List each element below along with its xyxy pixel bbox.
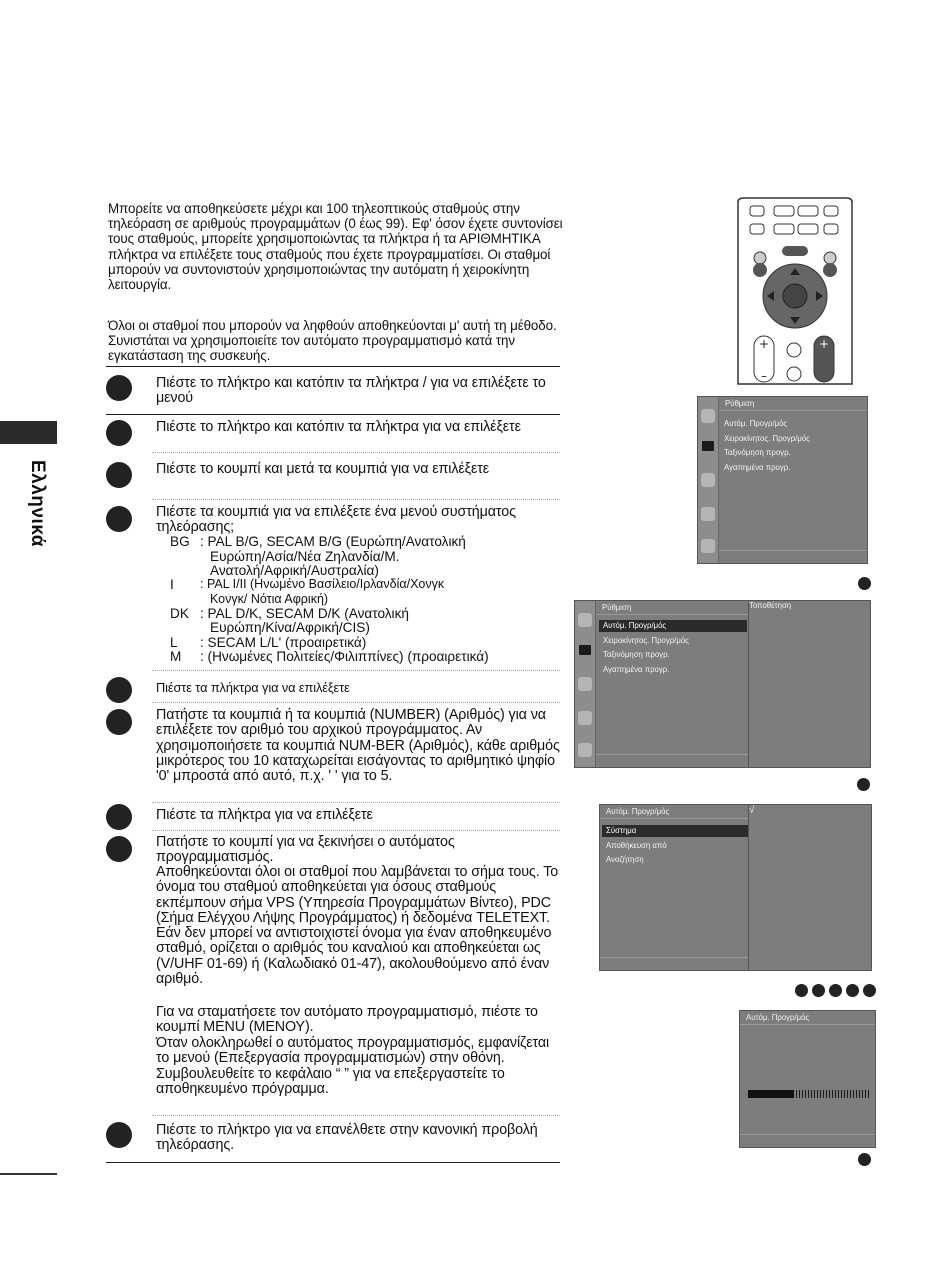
menu-item-auto-selected[interactable]: Αυτόμ. Προγρ/μός [599,620,747,632]
intro-paragraph-2: Όλοι οι σταθμοί που μπορούν να ληφθούν αποθηκεύονται μ' αυτή τη μέθοδο. Συνιστάται να χρησιμοποιείτε τον αυτόματο προγραμματισμό κατά την εγκατάσταση της συσκευής. [108,318,557,364]
auto-program-screen [599,804,749,971]
section-rule [106,1162,560,1163]
step-dot [812,984,825,997]
step-separator [152,1115,560,1116]
setup-menu-screen-1 [697,396,868,564]
language-side-label: Ελληνικά [27,460,48,547]
intro-paragraph-1: Μπορείτε να αποθηκεύσετε μέχρι και 100 τηλεοπτικούς σταθμούς στην τηλεόραση σε αριθμούς προγραμμάτων (0 έως 99). Εφ' όσον έχετε συντονίσει τους σταθμούς, μπορείτε χρησιμοποιώντας τα πλήκτρα ή τα ΑΡΙΘΜΗΤΙΚΑ πλήκτρα να επιλέξετε τους σταθμούς που έχετε προγραμματίσει. Οι σταθμοί μπορούν να συντονιστούν χρησιμοποιώντας την αυτόματη ή χειροκίνητη λειτουργία. [108,201,563,293]
system-desc: : PAL I/II (Ηνωμένο Βασίλειο/Ιρλανδία/Χονγκ [200,577,445,591]
system-code: L [170,635,178,650]
menu-item-manual[interactable]: Χειροκίνητος. Προγρ/μός [603,636,689,645]
menu-item-favourite[interactable]: Αγαπημένα προγρ. [603,665,670,674]
system-desc: : PAL B/G, SECAM B/G (Ευρώπη/Ανατολική [200,534,466,549]
step-5-badge [106,677,132,703]
svg-text:+: + [818,337,830,351]
submenu-panel [748,600,871,768]
progress-fill [748,1090,794,1098]
step-dot [829,984,842,997]
step-3-text: Πιέστε το κουμπί και μετά τα κουμπιά για να επιλέξετε [156,461,490,477]
menu-title: Αυτόμ. Προγρ/μός [600,805,748,819]
step-dot [857,778,870,791]
system-desc: : SECAM L/L' (προαιρετικά) [200,635,367,650]
menu-title: Ρύθμιση [596,601,749,615]
step-dot [858,1153,871,1166]
step-5-text: Πιέστε τα πλήκτρα για να επιλέξετε [156,680,350,695]
system-desc: Κονγκ/ Νότια Αφρική) [210,592,329,606]
system-desc: Ευρώπη/Ασία/Νέα Ζηλανδία/Μ. [210,549,400,564]
step-8-complete-note: Όταν ολοκληρωθεί ο αυτόματος προγραμματισμός, εμφανίζεται το μενού (Επεξεργασία προγραμματισμών) στην οθόνη. Συμβουλευθείτε το κεφάλαιο “ ” για να επεξεργαστείτε το αποθηκευμένο πρόγραμμα. [156,1035,550,1097]
menu-title: Αυτόμ. Προγρ/μός [740,1011,875,1025]
menu-footer [719,550,867,563]
svg-text:–: – [761,369,767,383]
menu-item-manual[interactable]: Χειροκίνητος. Προγρ/μός [724,434,810,443]
menu-icon-column [575,601,596,767]
option-icon [701,539,715,553]
system-desc: Ανατολή/Αφρική/Αυστραλία) [210,563,379,578]
step-2-text: Πιέστε το πλήκτρο και κατόπιν τα πλήκτρα για να επιλέξετε [156,419,521,435]
sound-icon [578,677,592,691]
step-9-text: Πιέστε το πλήκτρο για να επανέλθετε στην κανονική προβολή τηλεόρασης. [156,1122,538,1154]
step-6-text: Πατήστε τα κουμπιά ή τα κουμπιά (NUMBER) (Αριθμός) για να επιλέξετε τον αριθμό του αρχικού προγράμματος. Αν χρησιμοποιήσετε τα κουμπιά NUM-BER (Αριθμός), κάθε αριθμός μικρότερος του 10 καταχωρείται εισάγοντας το αριθμητικό ψηφίο '0' μπροστά από αυτό, π.χ. ' ' για το 5. [156,707,560,785]
step-separator [152,702,560,703]
step-8-stop-note: Για να σταματήσετε τον αυτόματο προγραμματισμό, πιέστε το κουμπί MENU (ΜΕΝΟΥ). [156,1004,538,1036]
step-1-badge [106,375,132,401]
submenu-item-install[interactable]: Τοποθέτηση [749,601,792,610]
time-icon [701,507,715,521]
step-dot [795,984,808,997]
menu-icon-column [698,397,719,563]
section-rule [106,366,560,367]
step-dot [846,984,859,997]
menu-item-sort[interactable]: Ταξινόμηση προγρ. [603,650,670,659]
auto-program-values-panel [748,804,872,971]
menu-footer [596,754,749,767]
antenna-icon [578,613,592,627]
option-icon [578,743,592,757]
step-dot [858,577,871,590]
step-9-badge [106,1122,132,1148]
step-8-badge [106,836,132,862]
time-icon [578,711,592,725]
menu-item-system-selected[interactable]: Σύστημα [602,825,748,837]
step-rule [106,414,560,415]
menu-item-sort[interactable]: Ταξινόμηση προγρ. [724,448,791,457]
step-4-text: Πιέστε τα κουμπιά για να επιλέξετε ένα μενού συστήματος τηλεόρασης; [156,504,516,536]
menu-item-search[interactable]: Αναζήτηση [606,855,644,864]
footer-rule [0,1173,57,1175]
auto-program-progress-screen [739,1010,876,1148]
step-separator [152,499,560,500]
system-desc: : PAL D/K, SECAM D/K (Ανατολική [200,606,409,621]
step-8-text: Πατήστε το κουμπί για να ξεκινήσει ο αυτόματος προγραμματισμός. [156,834,455,866]
picture-icon [579,645,591,655]
checkmark-icon: √ [749,805,755,816]
step-3-badge [106,462,132,488]
system-desc: Ευρώπη/Κίνα/Αφρική/CIS) [210,620,370,635]
sound-icon [701,473,715,487]
setup-menu-screen-2 [574,600,750,768]
menu-footer [600,957,748,970]
side-tab-marker [0,421,57,444]
step-6-badge [106,709,132,735]
system-code: M [170,649,182,664]
step-separator [152,452,560,453]
step-2-badge [106,420,132,446]
system-desc: : (Ηνωμένες Πολιτείες/Φιλιππίνες) (προαιρετικά) [200,649,489,664]
menu-footer [740,1134,875,1147]
svg-text:+: + [758,337,770,351]
step-4-badge [106,506,132,532]
menu-item-auto[interactable]: Αυτόμ. Προγρ/μός [724,419,788,428]
picture-icon [702,441,714,451]
step-dot [863,984,876,997]
menu-title: Ρύθμιση [719,397,867,411]
step-8-detail: Αποθηκεύονται όλοι οι σταθμοί που λαμβάνεται το σήμα τους. Το όνομα του σταθμού αποθηκεύεται για όσους σταθμούς εκπέμπουν σήμα VPS (Υπηρεσία Προγραμμάτων Βίντεο), PDC (Σήμα Ελέγχου Λήψης Προγράμματος) ή δεδομένα TELETEXT. Εάν δεν μπορεί να αντιστοιχιστεί όνομα για έναν αποθηκευμένο σταθμό, ορίζεται ο αριθμός του καναλιού και αποθηκεύεται ως (V/UHF 01-69) ή (Καλωδιακό 01-47), ακολουθούμενο από έναν αριθμό. [156,864,559,988]
step-separator [152,802,560,803]
remote-control-illustration [736,196,854,386]
step-7-badge [106,804,132,830]
step-1-text: Πιέστε το πλήκτρο και κατόπιν τα πλήκτρα / για να επιλέξετε το μενού [156,375,546,407]
system-code: DK [170,606,189,621]
search-progress-bar [748,1090,870,1098]
step-separator [152,830,560,831]
step-separator [152,670,560,671]
step-7-text: Πιέστε τα πλήκτρα για να επιλέξετε [156,807,373,823]
menu-item-favourite[interactable]: Αγαπημένα προγρ. [724,463,791,472]
system-code: BG [170,534,190,549]
menu-item-store-from[interactable]: Αποθήκευση από [606,841,667,850]
antenna-icon [701,409,715,423]
system-code: I [170,577,174,592]
